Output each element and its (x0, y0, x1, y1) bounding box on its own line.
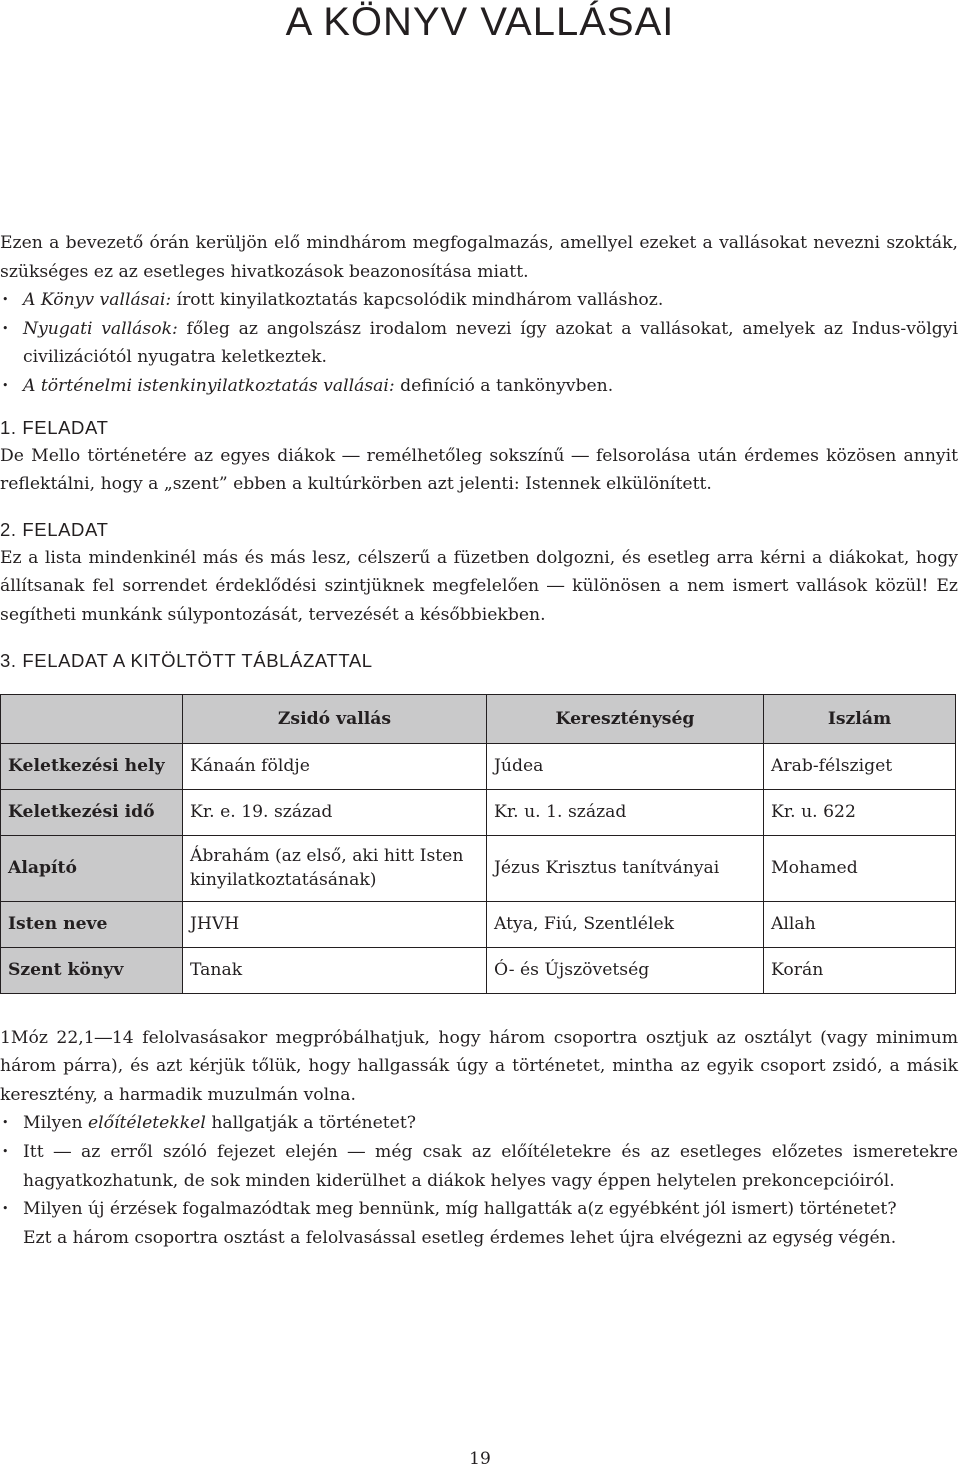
final-paragraph: Ezt a három csoportra osztást a felolvasással esetleg érdemes lehet újra elvégezni az egység végén. (23, 1227, 897, 1248)
table-cell: Kr. e. 19. század (183, 789, 487, 835)
bullet-text: Milyen új érzések fogalmazódtak meg bennünk, míg hallgatták a(z egyébként jól ismert) történetet? (23, 1199, 897, 1220)
bullet-text: hallgatják a történetet? (205, 1113, 416, 1134)
row-header: Alapító (1, 835, 183, 901)
row-header: Isten neve (1, 901, 183, 947)
table-corner-cell (1, 694, 183, 743)
intro-paragraph: Ezen a bevezető órán kerüljön elő mindhárom megfogalmazás, amellyel ezeket a vallásokat nevezni szokták, szükséges ez az esetleges hivatkozások beazonosítása miatt. (0, 233, 958, 282)
table-row (1, 901, 956, 947)
table-cell: Jézus Krisztus tanítványai (487, 835, 764, 901)
table-cell: Júdea (487, 743, 764, 789)
intro-bullet-item (0, 315, 958, 372)
closing-paragraph: 1Móz 22,1―14 felolvasásakor megpróbálhatjuk, hogy három csoportra osztjuk az osztályt (vagy minimum három párra), és azt kérjük tőlük, hogy hallgassák úgy a történetet, mintha az egyik csoport zsidó, a másik keresztény, a harmadik muzulmán volna. (0, 1027, 958, 1105)
row-header: Keletkezési idő (1, 789, 183, 835)
bullet-term: A történelmi istenkinyilatkoztatás vallásai: (23, 375, 395, 396)
row-header: Keletkezési hely (1, 743, 183, 789)
column-header: Iszlám (764, 694, 956, 743)
bullet-icon: • (2, 321, 9, 335)
task2-paragraph: Ez a lista mindenkinél más és más lesz, célszerű a füzetben dolgozni, és esetleg arra kérni a diákokat, hogy állítsanak fel sorrendet érdeklődési szintjüknek megfelelően ― különösen a nem ismert vallások közül! Ez segítheti munkánk súlypontozását, tervezését a későbbiekben. (0, 547, 958, 625)
page-title: A KÖNYV VALLÁSAI (285, 0, 675, 44)
intro-bullet-item (0, 372, 958, 401)
bullet-text: főleg az angolszász irodalom nevezi így azokat a vallásokat, amelyek az Indus-völgyi civilizációtól nyugatra keletkeztek. (23, 318, 958, 368)
closing-bullet-item (0, 1138, 958, 1195)
column-header: Zsidó vallás (183, 694, 487, 743)
table-row (1, 789, 956, 835)
task3-heading: 3. FELADAT A KITÖLTÖTT TÁBLÁZATTAL (0, 649, 373, 671)
table-cell: Ó- és Újszövetség (487, 947, 764, 993)
table-cell: Tanak (183, 947, 487, 993)
closing-bullet-item (0, 1195, 958, 1224)
task1-heading: 1. FELADAT (0, 416, 109, 438)
table-row (1, 743, 956, 789)
table-cell: Arab-félsziget (764, 743, 956, 789)
page-number: 19 (469, 1449, 491, 1469)
table-row (1, 835, 956, 901)
closing-bullet-list (0, 1109, 958, 1223)
bullet-icon: • (2, 293, 9, 307)
intro-bullet-list (0, 286, 958, 400)
bullet-icon: • (2, 1116, 9, 1130)
intro-bullet-item (0, 286, 958, 315)
table-cell: JHVH (183, 901, 487, 947)
row-header: Szent könyv (1, 947, 183, 993)
column-header: Kereszténység (487, 694, 764, 743)
bullet-term: A Könyv vallásai: (23, 290, 172, 311)
closing-bullet-item (0, 1109, 958, 1138)
table-cell: Kánaán földje (183, 743, 487, 789)
bullet-icon: • (2, 1144, 9, 1158)
bullet-text: Itt ― az erről szóló fejezet elején ― még csak az előítéletekre és az esetleges előzetes ismeretekre hagyatkozhatunk, de sok minden kiderülhet a diákok helyes vagy éppen helytelen prekoncepcióiról. (23, 1141, 958, 1191)
task2-heading: 2. FELADAT (0, 518, 109, 540)
bullet-icon: • (2, 1202, 9, 1216)
main-content (0, 229, 958, 1252)
table-cell: Atya, Fiú, Szentlélek (487, 901, 764, 947)
table-row (1, 947, 956, 993)
bullet-text: definíció a tankönyvben. (394, 375, 614, 396)
bullet-text: Milyen (23, 1113, 89, 1134)
bullet-icon: • (2, 378, 9, 392)
table-cell: Korán (764, 947, 956, 993)
table-cell: Kr. u. 1. század (487, 789, 764, 835)
religions-table (0, 694, 956, 994)
task1-paragraph: De Mello történetére az egyes diákok ― remélhetőleg sokszínű ― felsorolása után érdemes közösen annyit reflektálni, hogy a „szent” ebben a kultúrkörben azt jelenti: Istennek elkülönített. (0, 445, 958, 495)
table-cell: Kr. u. 622 (764, 789, 956, 835)
table-cell: Ábrahám (az első, aki hitt Isten kinyilatkoztatásának) (183, 835, 487, 901)
table-header-row (1, 694, 956, 743)
bullet-emphasis: előítéletekkel (88, 1113, 206, 1134)
bullet-term: Nyugati vallások: (23, 318, 178, 339)
table-cell: Mohamed (764, 835, 956, 901)
table-cell: Allah (764, 901, 956, 947)
bullet-text: írott kinyilatkoztatás kapcsolódik mindhárom valláshoz. (171, 290, 664, 311)
